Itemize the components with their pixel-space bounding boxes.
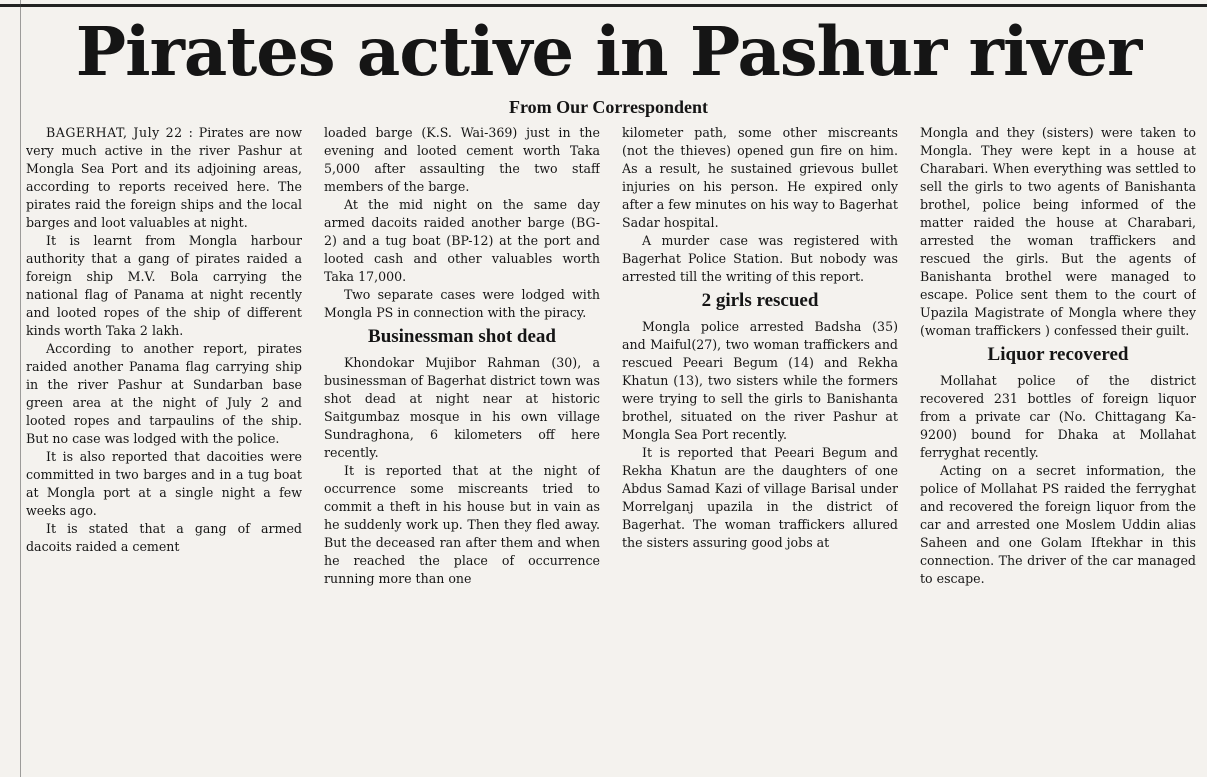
- left-edge-rule: [20, 0, 21, 777]
- paragraph: Khondokar Mujibor Rahman (30), a businessman of Bagerhat district town was shot dead at night near at historic Saitgumbaz mosque in his own village Sundraghona, 6 kilometers off here recently.: [324, 355, 600, 460]
- subheading: Businessman shot dead: [368, 326, 556, 347]
- column-1: [26, 124, 302, 774]
- paragraph: Two separate cases were lodged with Mongla PS in connection with the piracy.: [324, 287, 600, 320]
- column-4: [920, 124, 1196, 774]
- paragraph: It is learnt from Mongla harbour authority that a gang of pirates raided a foreign ship M.V. Bola carrying the national flag of Panama at night recently and looted ropes of the ship of different kinds worth Taka 2 lakh.: [26, 233, 302, 338]
- paragraph: Mollahat police of the district recovered 231 bottles of foreign liquor from a private car (No. Chittagang Ka-9200) bound for Dhaka at Mollahat ferryghat recently.: [920, 373, 1196, 460]
- paragraph: According to another report, pirates raided another Panama flag carrying ship in the river Pashur at Sundarban base green area at the night of July 2 and looted ropes and tarpaulins of the ship. But no case was lodged with the police.: [26, 341, 302, 446]
- continued-paragraph: loaded barge (K.S. Wai-369) just in the evening and looted cement worth Taka 5,000 after assaulting the two staff members of the barge.: [324, 125, 600, 194]
- paragraph: It is also reported that dacoities were committed in two barges and in a tug boat at Mongla port at a single night a few weeks ago.: [26, 449, 302, 518]
- continued-paragraph: kilometer path, some other miscreants (not the thieves) opened gun fire on him. As a result, he sustained grievous bullet injuries on his person. He expired only after a few minutes on his way to Bagerhat Sadar hospital.: [622, 125, 898, 230]
- dateline: BAGERHAT, July 22 :: [46, 125, 194, 140]
- paragraph: Acting on a secret information, the police of Mollahat PS raided the ferryghat and recovered the foreign liquor from the car and arrested one Moslem Uddin alias Saheen and one Golam Iftekhar in this connection. The driver of the car managed to escape.: [920, 463, 1196, 586]
- paragraph: At the mid night on the same day armed dacoits raided another barge (BG-2) and a tug boat (BP-12) at the port and looted cash and other valuables worth Taka 17,000.: [324, 197, 600, 284]
- headline: Pirates active in Pashur river: [75, 12, 1142, 91]
- paragraph: It is reported that Peeari Begum and Rekha Khatun are the daughters of one Abdus Samad Kazi of village Barisal under Morrelganj upazila in the district of Bagerhat. The woman traffickers allured the sisters assuring good jobs at: [622, 445, 898, 550]
- paragraph: A murder case was registered with Bagerhat Police Station. But nobody was arrested till the writing of this report.: [622, 233, 898, 284]
- byline: From Our Correspondent: [508, 97, 708, 117]
- paragraph: Mongla police arrested Badsha (35) and Maiful(27), two woman traffickers and rescued Peeari Begum (14) and Rekha Khatun (13), two sisters while the formers were trying to sell the girls to Banishanta brothel, situated on the river Pashur at Mongla Sea Port recently.: [622, 319, 898, 442]
- paragraph: It is stated that a gang of armed dacoits raided a cement: [26, 521, 302, 554]
- column-2: [324, 124, 600, 774]
- article-columns: [26, 124, 1196, 774]
- paragraph-text: Pirates are now very much active in the river Pashur at Mongla Sea Port and its adjoining areas, according to reports received here. The pirates raid the foreign ships and the local barges and loot valuables at night.: [26, 125, 302, 230]
- subheading: 2 girls rescued: [701, 290, 819, 311]
- subheading: Liquor recovered: [987, 344, 1129, 365]
- column-3: [622, 124, 898, 774]
- paragraph: It is reported that at the night of occurrence some miscreants tried to commit a theft in his house but in vain as he suddenly work up. Then they fled away. But the deceased ran after them and when he reached the place of occurrence running more than one: [324, 463, 600, 586]
- top-rule: [0, 4, 1207, 7]
- lead-paragraph: [26, 124, 302, 232]
- continued-paragraph: Mongla and they (sisters) were taken to Mongla. They were kept in a house at Charabari. When everything was settled to sell the girls to two agents of Banishanta brothel, police being informed of the matter raided the house at Charabari, arrested the woman traffickers and rescued the girls. But the agents of Banishanta brothel were managed to escape. Police sent them to the court of Upazila Magistrate of Mongla where they (woman traffickers ) confessed their guilt.: [920, 125, 1196, 338]
